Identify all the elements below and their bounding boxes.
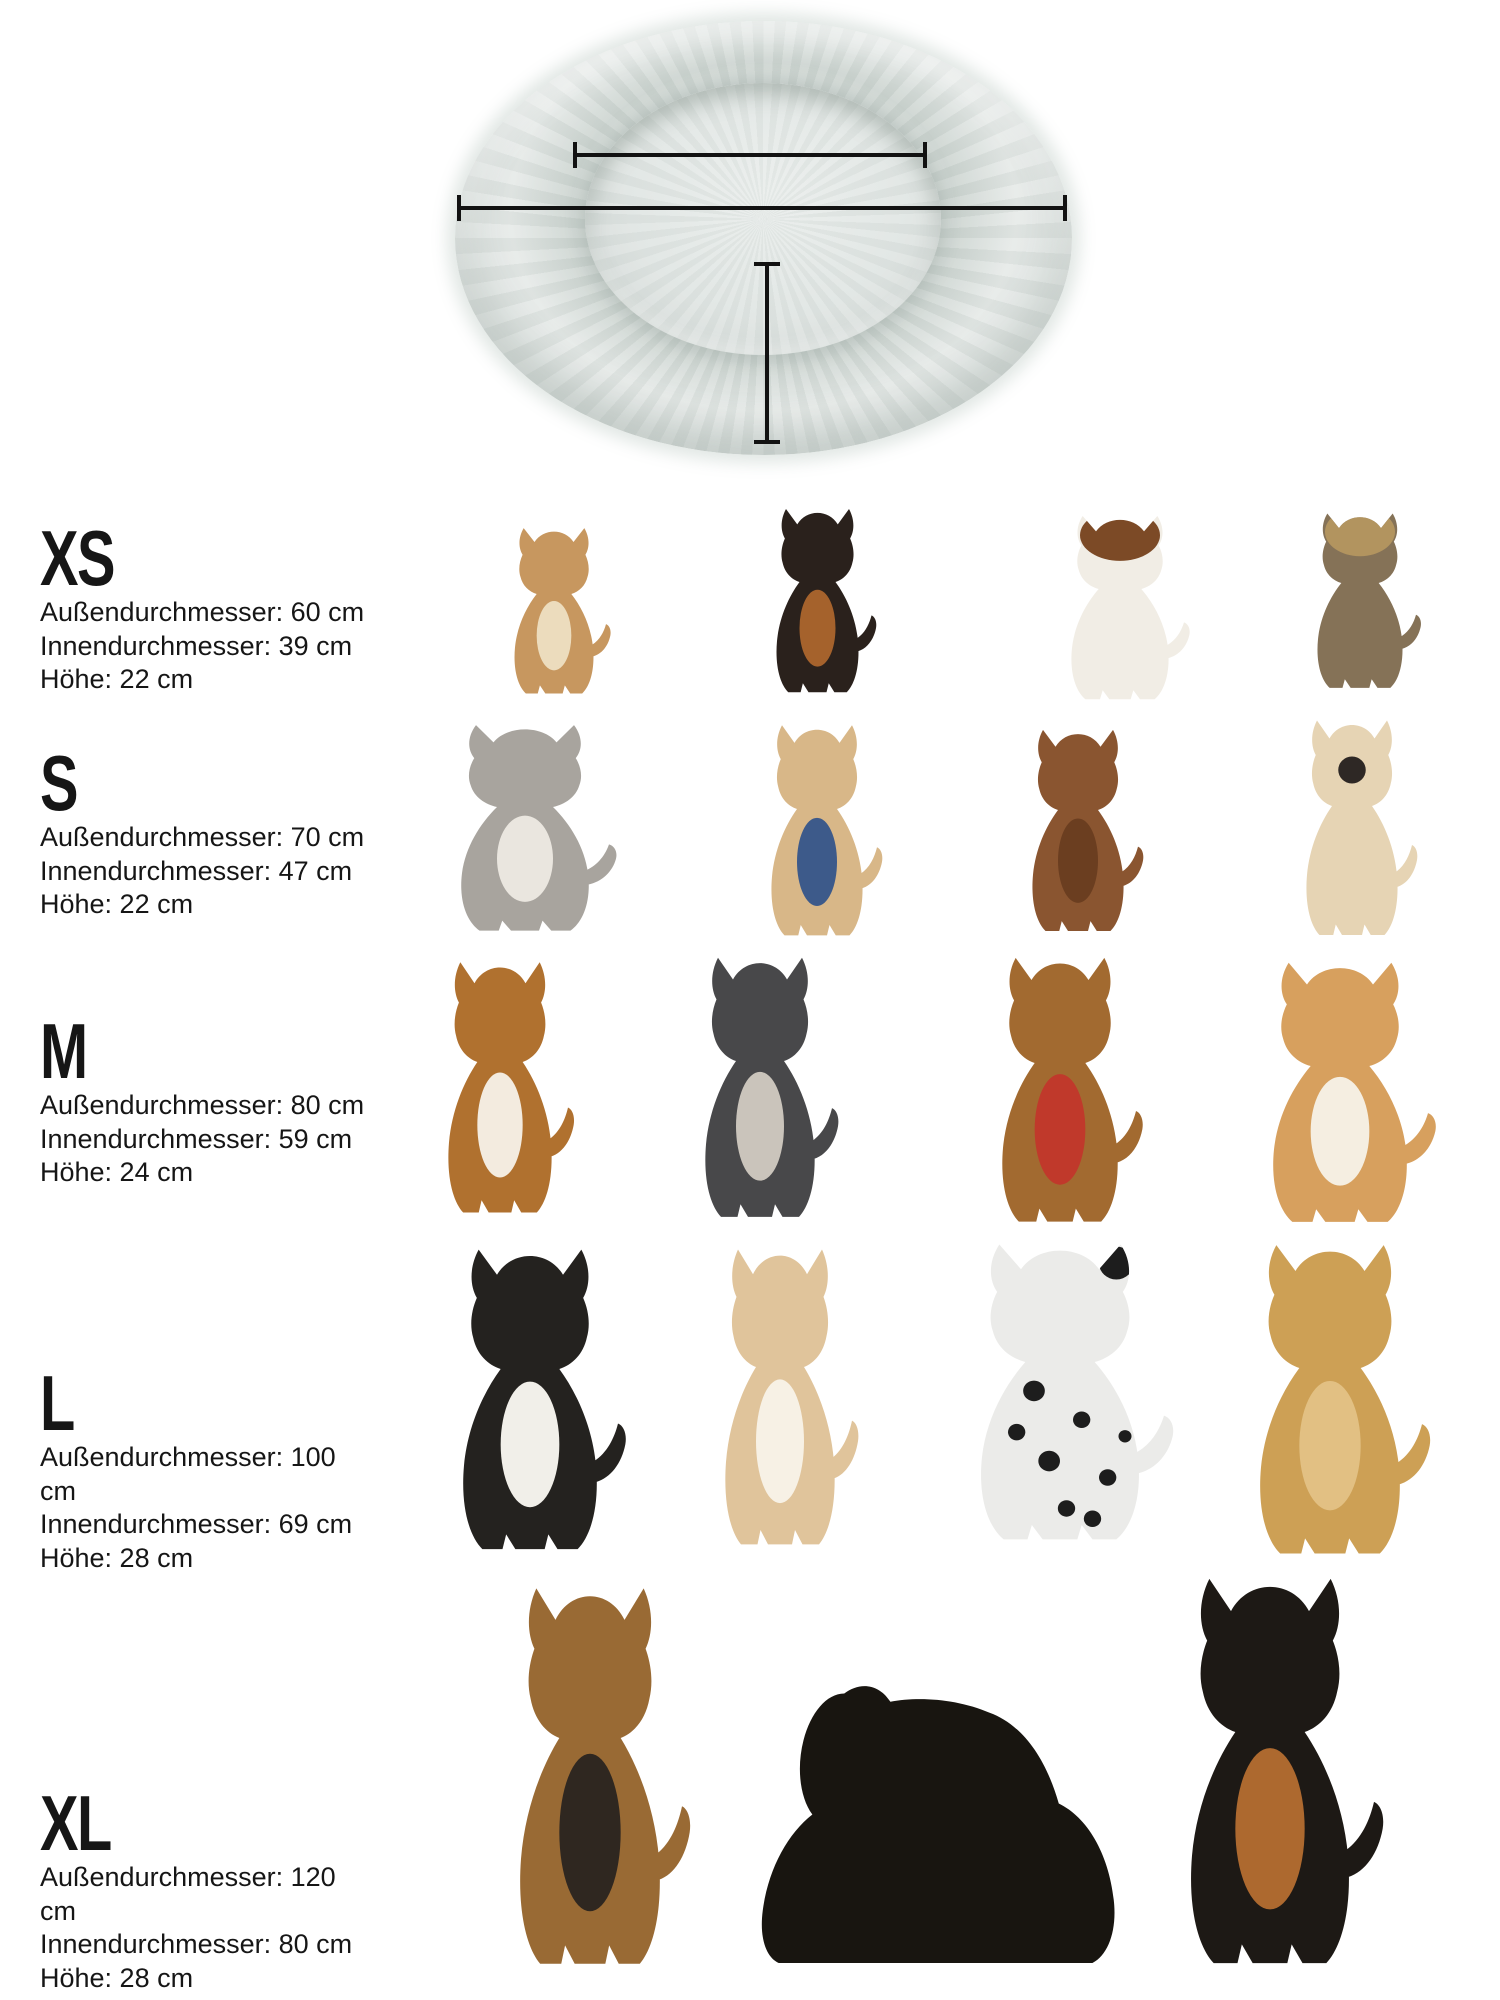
- spec-outer-diameter: Außendurchmesser: 80 cm: [40, 1090, 365, 1120]
- inner-diameter-line: [573, 153, 927, 157]
- spec-inner-diameter: Innendurchmesser: 59 cm: [40, 1123, 353, 1154]
- dog-photo-black-doodle: [745, 1655, 1135, 1985]
- dog-photo-border-collie: [420, 1235, 640, 1570]
- dog-photo-rottweiler: [1140, 1560, 1400, 1990]
- bed-inner-cushion: [585, 83, 941, 355]
- spec-height: Höhe: 22 cm: [40, 664, 194, 694]
- dog-photo-welsh-corgi: [1230, 950, 1450, 1240]
- spec-height: Höhe: 24 cm: [40, 1157, 194, 1187]
- dog-photo-chihuahua: [489, 520, 619, 705]
- dog-photo-dachshund: [1003, 720, 1153, 945]
- size-block-xs: [40, 514, 370, 697]
- dog-photo-yorkshire-terrier: [1290, 505, 1430, 700]
- spec-outer-diameter: Außendurchmesser: 100 cm: [40, 1442, 336, 1506]
- spec-outer-diameter: Außendurchmesser: 70 cm: [40, 822, 365, 852]
- size-block-s: [40, 739, 370, 922]
- size-label-l: L: [40, 1359, 74, 1447]
- dog-photo-akita: [690, 1235, 870, 1565]
- size-block-m: [40, 1007, 370, 1190]
- dog-photo-dalmatian: [930, 1230, 1190, 1560]
- dog-photo-german-shepherd: [475, 1570, 705, 1990]
- spec-height: Höhe: 28 cm: [40, 1962, 194, 1993]
- spec-inner-diameter: Innendurchmesser: 47 cm: [40, 855, 353, 886]
- dog-photo-miniature-schnauzer: [670, 945, 850, 1235]
- dog-photo-beagle: [415, 950, 585, 1230]
- dog-photo-miniature-pinscher: [750, 500, 885, 705]
- dog-photo-french-bulldog: [742, 715, 892, 950]
- spec-inner-diameter: Innendurchmesser: 80 cm: [40, 1929, 353, 1959]
- spec-height: Höhe: 22 cm: [40, 889, 194, 919]
- size-block-l: [40, 1359, 370, 1575]
- bed-diagram: [0, 0, 1500, 470]
- spec-inner-diameter: Innendurchmesser: 69 cm: [40, 1509, 353, 1539]
- dog-photo-golden-retriever: [1215, 1230, 1445, 1575]
- size-label-xl: XL: [40, 1779, 111, 1867]
- dog-photo-pug: [1277, 710, 1427, 950]
- size-label-s: S: [40, 739, 78, 827]
- height-line: [765, 262, 769, 444]
- dog-photo-havanese: [420, 715, 630, 945]
- size-label-m: M: [40, 1007, 87, 1095]
- dog-bed-photo: [455, 21, 1072, 455]
- size-label-xs: XS: [40, 514, 115, 602]
- outer-diameter-line: [457, 206, 1067, 210]
- spec-outer-diameter: Außendurchmesser: 120 cm: [40, 1862, 336, 1926]
- spec-inner-diameter: Innendurchmesser: 39 cm: [40, 630, 353, 661]
- spec-height: Höhe: 28 cm: [40, 1542, 194, 1573]
- dog-photo-papillon: [1040, 507, 1200, 712]
- spec-outer-diameter: Außendurchmesser: 60 cm: [40, 597, 365, 627]
- dog-photo-mixed-breed: [965, 945, 1155, 1240]
- size-block-xl: [40, 1779, 370, 1995]
